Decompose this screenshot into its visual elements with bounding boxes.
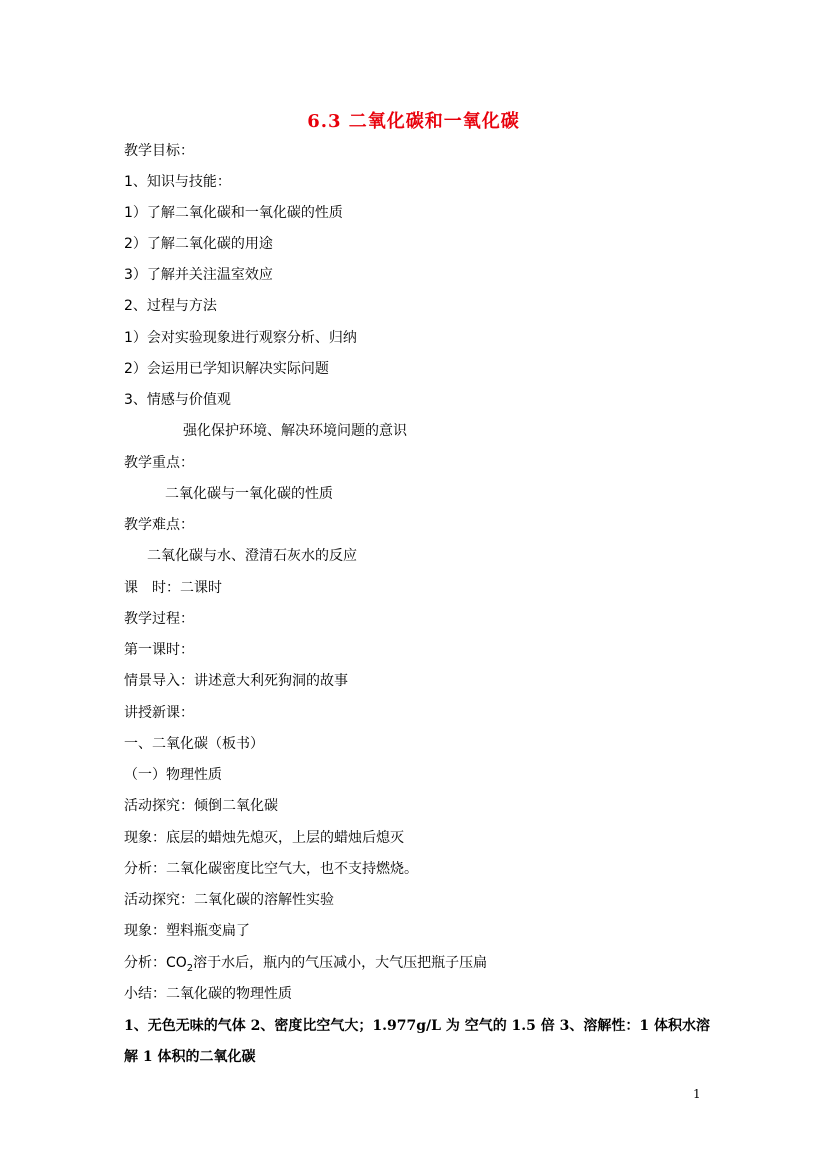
document-title: 6.3 二氧化碳和一氧化碳 — [307, 111, 520, 132]
text-line: 情景导入：讲述意大利死狗洞的故事 — [124, 673, 348, 689]
text-line: 2、过程与方法 — [124, 298, 217, 314]
text-line: （一）物理性质 — [124, 767, 222, 783]
bold-properties-line-continued: 解 1 体积的二氧化碳 — [124, 1049, 256, 1065]
text-line: 讲授新课： — [124, 705, 194, 721]
text-line: 第一课时： — [124, 642, 194, 658]
text-line: 课 时：二课时 — [124, 580, 222, 596]
text-line: 1）了解二氧化碳和一氧化碳的性质 — [124, 205, 343, 221]
text-line: 二氧化碳与一氧化碳的性质 — [165, 486, 333, 502]
summary-line: 小结：二氧化碳的物理性质 — [124, 986, 292, 1002]
text-line: 现象：塑料瓶变扁了 — [124, 923, 250, 939]
text-line: 分析：二氧化碳密度比空气大，也不支持燃烧。 — [124, 861, 418, 877]
text-line: 教学难点： — [124, 517, 194, 533]
page-number: 1 — [693, 1087, 701, 1101]
text-line: 一、二氧化碳（板书） — [124, 736, 264, 752]
text-line: 教学过程： — [124, 611, 194, 627]
text-line: 教学重点： — [124, 455, 194, 471]
text-line: 强化保护环境、解决环境问题的意识 — [183, 423, 407, 439]
text-line: 1）会对实验现象进行观察分析、归纳 — [124, 330, 357, 346]
co2-analysis-line — [124, 954, 487, 978]
text-line: 3、情感与价值观 — [124, 392, 231, 408]
text-line: 教学目标： — [124, 143, 194, 159]
text-line: 1、知识与技能： — [124, 174, 231, 190]
text-line: 活动探究：二氧化碳的溶解性实验 — [124, 892, 334, 908]
text-line: 2）会运用已学知识解决实际问题 — [124, 361, 329, 377]
co2-prefix: 分析：CO — [124, 955, 187, 971]
text-line: 二氧化碳与水、澄清石灰水的反应 — [147, 548, 357, 564]
text-line: 现象：底层的蜡烛先熄灭，上层的蜡烛后熄灭 — [124, 830, 404, 846]
text-line: 3）了解并关注温室效应 — [124, 267, 273, 283]
co2-suffix: 溶于水后，瓶内的气压减小，大气压把瓶子压扁 — [193, 955, 488, 971]
text-line: 活动探究：倾倒二氧化碳 — [124, 798, 278, 814]
bold-properties-line: 1、无色无味的气体 2、密度比空气大；1.977g/L 为 空气的 1.5 倍 3、溶解性：1 体积水溶 — [124, 1018, 711, 1034]
text-line: 2）了解二氧化碳的用途 — [124, 236, 273, 252]
co2-subscript: 2 — [186, 963, 194, 974]
